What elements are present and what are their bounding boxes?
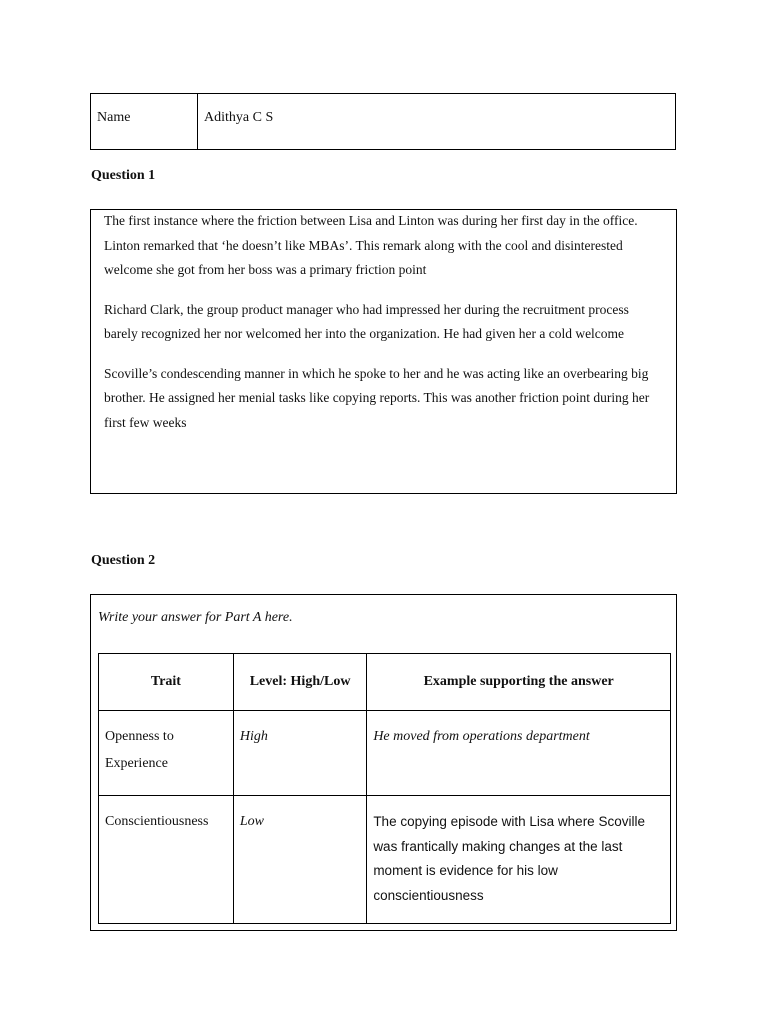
level-cell	[233, 711, 366, 796]
level-text: High	[239, 729, 268, 744]
table-row	[99, 796, 671, 924]
example-text: The copying episode with Lisa where Scoville was frantically making changes at the last moment is evidence for his low conscientiousness	[373, 814, 645, 903]
answer-paragraph: Richard Clark, the group product manager who had impressed her during the recruitment process barely recognized her nor welcomed her into the organization. He had given her a cold welcome	[104, 301, 629, 341]
example-text: He moved from operations department	[373, 729, 590, 744]
example-cell	[367, 796, 671, 924]
trait-cell	[99, 711, 234, 796]
name-value: Adithya C S	[204, 110, 274, 125]
level-cell	[233, 796, 366, 924]
table-header-row	[99, 654, 671, 711]
question-1-heading: Question 1	[91, 168, 156, 183]
trait-table	[98, 653, 671, 924]
answer-paragraph: Scoville’s condescending manner in which he spoke to her and he was acting like an overbearing big brother. He assigned her menial tasks like copying reports. This was another friction point during her first few weeks	[104, 365, 650, 430]
header-level: Level: High/Low	[233, 654, 366, 711]
answer-paragraph: The first instance where the friction between Lisa and Linton was during her first day in the office. Linton remarked that ‘he doesn’t like MBAs’. This remark along with the cool and disinterested welcome she got from her boss was a primary friction point	[104, 213, 638, 277]
question-2-answer-box	[90, 594, 677, 931]
trait-cell	[99, 796, 234, 924]
level-text: Low	[239, 814, 264, 829]
header-example: Example supporting the answer	[367, 654, 671, 711]
part-a-instruction: Write your answer for Part A here.	[98, 610, 293, 625]
name-label: Name	[91, 94, 198, 149]
name-table	[90, 93, 676, 150]
header-trait: Trait	[99, 654, 234, 711]
trait-text: Conscientiousness	[105, 814, 209, 829]
question-1-answer-box	[90, 209, 677, 494]
table-row	[99, 711, 671, 796]
question-2-heading: Question 2	[91, 553, 156, 568]
example-cell	[367, 711, 671, 796]
trait-text: Openness to Experience	[105, 729, 174, 771]
